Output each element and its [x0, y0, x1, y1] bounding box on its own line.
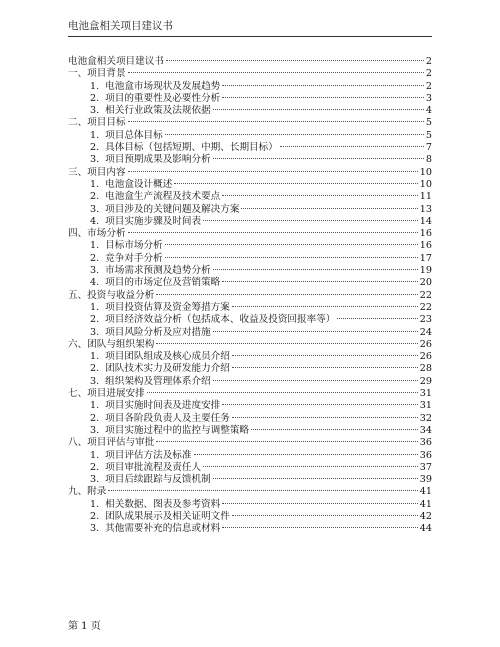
toc-entry-title: 项目评估方法及标准 [105, 449, 192, 461]
toc-entry-page: 22 [419, 301, 432, 313]
toc-subsection-entry[interactable] [68, 425, 432, 437]
toc-entry-page: 7 [425, 142, 432, 154]
toc-leader-dots [222, 503, 418, 504]
toc-entry-page: 2 [425, 56, 432, 67]
toc-entry-page: 16 [419, 240, 432, 252]
toc-entry-title: 项目总体目标 [105, 129, 163, 141]
toc-entry-number: 2. [90, 191, 100, 203]
toc-entry-title: 八、项目评估与审批 [68, 437, 155, 449]
toc-entry-number: 1. [90, 80, 100, 92]
toc-subsection-entry[interactable] [68, 277, 432, 289]
toc-leader-dots [222, 97, 424, 98]
toc-entry-number: 4. [90, 277, 100, 289]
toc-entry-title: 团队成果展示及相关证明文件 [105, 510, 230, 522]
toc-entry-page: 2 [425, 80, 432, 92]
toc-section-entry[interactable] [68, 437, 432, 449]
toc-entry-page: 11 [419, 191, 432, 203]
toc-entry-page: 19 [419, 265, 432, 277]
toc-entry-number: 1. [90, 240, 100, 252]
toc-entry-title: 相关行业政策及法规依据 [105, 105, 211, 117]
toc-leader-dots [213, 109, 424, 110]
page-header: 电池盒相关项目建议书 [68, 20, 173, 32]
toc-section-entry[interactable] [68, 486, 432, 498]
toc-entry-page: 44 [419, 523, 432, 535]
toc-entry-title: 项目后续跟踪与反馈机制 [105, 474, 211, 486]
toc-entry-number: 3. [90, 265, 100, 277]
toc-entry-number: 1. [90, 129, 100, 141]
toc-subsection-entry[interactable] [68, 413, 432, 425]
toc-entry-number: 1. [90, 301, 100, 313]
toc-entry-page: 41 [419, 498, 432, 510]
toc-entry-title: 电池盒市场现状及发展趋势 [105, 80, 221, 92]
toc-subsection-entry[interactable] [68, 93, 432, 105]
toc-leader-dots [337, 318, 417, 319]
toc-entry-title: 二、项目目标 [68, 117, 126, 129]
toc-leader-dots [108, 490, 417, 491]
toc-subsection-entry[interactable] [68, 216, 432, 228]
toc-entry-title: 项目投资估算及资金筹措方案 [105, 301, 230, 313]
toc-entry-number: 2. [90, 252, 100, 264]
toc-entry-number: 2. [90, 510, 100, 522]
toc-leader-dots [213, 380, 418, 381]
toc-subsection-entry[interactable] [68, 130, 432, 142]
toc-entry-page: 13 [419, 203, 432, 215]
toc-leader-dots [147, 392, 418, 393]
toc-entry-title: 竞争对手分析 [105, 252, 163, 264]
toc-entry-page: 32 [419, 412, 432, 424]
toc-leader-dots [222, 195, 418, 196]
toc-entry-page: 31 [419, 388, 432, 400]
toc-leader-dots [203, 466, 418, 467]
toc-entry-number: 2. [90, 142, 100, 154]
toc-leader-dots [222, 527, 418, 528]
toc-leader-dots [128, 121, 424, 122]
toc-subsection-entry[interactable] [68, 302, 432, 314]
toc-entry-page: 41 [419, 486, 432, 498]
toc-entry-title: 具体目标（包括短期、中期、长期目标） [105, 142, 278, 154]
toc-entry-number: 2. [90, 363, 100, 375]
toc-entry-number: 2. [90, 314, 100, 326]
toc-entry-title: 组织架构及管理体系介绍 [105, 375, 211, 387]
toc-entry-page: 36 [419, 437, 432, 449]
toc-subsection-entry[interactable] [68, 376, 432, 388]
toc-entry-title: 项目实施时间表及进度安排 [105, 400, 221, 412]
toc-entry-number: 1. [90, 178, 100, 190]
toc-subsection-entry[interactable] [68, 400, 432, 412]
toc-subsection-entry[interactable] [68, 154, 432, 166]
toc-entry-page: 42 [419, 510, 432, 522]
toc-section-entry[interactable] [68, 56, 432, 68]
toc-entry-number: 3. [90, 424, 100, 436]
toc-entry-title: 项目的市场定位及营销策略 [105, 277, 221, 289]
toc-leader-dots [232, 417, 418, 418]
toc-entry-title: 团队技术实力及研发能力介绍 [105, 363, 230, 375]
toc-section-entry[interactable] [68, 388, 432, 400]
toc-leader-dots [232, 355, 418, 356]
toc-entry-title: 相关数据、图表及参考资料 [105, 498, 221, 510]
toc-entry-title: 电池盒相关项目建议书 [68, 56, 164, 67]
table-of-contents [68, 56, 432, 536]
toc-leader-dots [128, 171, 418, 172]
toc-entry-title: 项目实施步骤及时间表 [105, 215, 202, 227]
toc-leader-dots [174, 183, 417, 184]
toc-leader-dots [222, 281, 418, 282]
toc-section-entry[interactable] [68, 290, 432, 302]
toc-entry-title: 项目各阶段负责人及主要任务 [105, 412, 230, 424]
toc-entry-title: 电池盒设计概述 [105, 178, 173, 190]
toc-entry-number: 1. [90, 351, 100, 363]
toc-entry-title: 四、市场分析 [68, 228, 126, 240]
toc-entry-title: 项目经济效益分析（包括成本、收益及投资回报率等） [105, 314, 336, 326]
toc-leader-dots [241, 208, 417, 209]
toc-leader-dots [232, 367, 418, 368]
toc-section-entry[interactable] [68, 167, 432, 179]
toc-leader-dots [128, 232, 418, 233]
toc-leader-dots [156, 343, 417, 344]
toc-entry-page: 5 [425, 129, 432, 141]
toc-entry-page: 14 [419, 215, 432, 227]
toc-subsection-entry[interactable] [68, 204, 432, 216]
toc-section-entry[interactable] [68, 228, 432, 240]
toc-entry-title: 项目风险分析及应对措施 [105, 326, 211, 338]
toc-entry-page: 31 [419, 400, 432, 412]
toc-entry-page: 3 [425, 92, 432, 104]
toc-entry-page: 20 [419, 277, 432, 289]
toc-leader-dots [251, 429, 418, 430]
toc-entry-number: 3. [90, 105, 100, 117]
toc-entry-page: 23 [419, 314, 432, 326]
toc-leader-dots [232, 306, 418, 307]
toc-entry-page: 39 [419, 474, 432, 486]
toc-subsection-entry[interactable] [68, 314, 432, 326]
toc-leader-dots [166, 60, 424, 61]
toc-section-entry[interactable] [68, 117, 432, 129]
toc-leader-dots [213, 158, 424, 159]
toc-entry-title: 项目涉及的关键问题及解决方案 [105, 203, 240, 215]
toc-entry-page: 17 [419, 252, 432, 264]
toc-entry-page: 22 [419, 289, 432, 301]
toc-entry-title: 电池盒生产流程及技术要点 [105, 191, 221, 203]
toc-entry-number: 3. [90, 375, 100, 387]
toc-entry-title: 项目团队组成及核心成员介绍 [105, 351, 230, 363]
toc-leader-dots [165, 257, 418, 258]
page-number: 第 1 页 [68, 621, 101, 632]
toc-entry-page: 2 [425, 68, 432, 80]
toc-subsection-entry[interactable] [68, 81, 432, 93]
toc-entry-number: 4. [90, 215, 100, 227]
toc-leader-dots [165, 134, 424, 135]
toc-entry-title: 项目审批流程及责任人 [105, 461, 202, 473]
toc-subsection-entry[interactable] [68, 450, 432, 462]
toc-entry-number: 3. [90, 154, 100, 166]
toc-entry-page: 26 [419, 351, 432, 363]
toc-leader-dots [232, 515, 418, 516]
toc-leader-dots [280, 146, 424, 147]
toc-entry-title: 项目的重要性及必要性分析 [105, 92, 221, 104]
toc-entry-title: 一、项目背景 [68, 68, 126, 80]
toc-entry-page: 36 [419, 449, 432, 461]
toc-entry-number: 2. [90, 412, 100, 424]
toc-entry-number: 1. [90, 498, 100, 510]
header-divider [68, 36, 432, 37]
toc-entry-title: 项目预期成果及影响分析 [105, 154, 211, 166]
toc-entry-title: 目标市场分析 [105, 240, 163, 252]
toc-entry-number: 3. [90, 326, 100, 338]
toc-entry-number: 2. [90, 92, 100, 104]
toc-entry-page: 10 [419, 178, 432, 190]
toc-subsection-entry[interactable] [68, 265, 432, 277]
toc-entry-page: 28 [419, 363, 432, 375]
toc-subsection-entry[interactable] [68, 142, 432, 154]
toc-entry-number: 3. [90, 203, 100, 215]
toc-leader-dots [165, 244, 418, 245]
toc-entry-page: 34 [419, 424, 432, 436]
toc-subsection-entry[interactable] [68, 462, 432, 474]
toc-entry-page: 8 [425, 154, 432, 166]
toc-subsection-entry[interactable] [68, 363, 432, 375]
toc-subsection-entry[interactable] [68, 499, 432, 511]
toc-entry-page: 29 [419, 375, 432, 387]
toc-subsection-entry[interactable] [68, 327, 432, 339]
toc-entry-page: 37 [419, 461, 432, 473]
toc-entry-page: 10 [419, 166, 432, 178]
toc-entry-page: 5 [425, 117, 432, 129]
toc-entry-number: 1. [90, 400, 100, 412]
toc-entry-title: 七、项目进展安排 [68, 388, 145, 400]
toc-leader-dots [156, 294, 417, 295]
toc-entry-title: 九、附录 [68, 486, 107, 498]
toc-leader-dots [213, 269, 418, 270]
toc-leader-dots [128, 72, 424, 73]
toc-entry-page: 4 [425, 105, 432, 117]
toc-subsection-entry[interactable] [68, 523, 432, 535]
toc-leader-dots [213, 331, 418, 332]
toc-subsection-entry[interactable] [68, 351, 432, 363]
toc-section-entry[interactable] [68, 68, 432, 80]
toc-subsection-entry[interactable] [68, 474, 432, 486]
toc-subsection-entry[interactable] [68, 105, 432, 117]
toc-leader-dots [222, 85, 424, 86]
toc-leader-dots [156, 441, 417, 442]
toc-leader-dots [213, 478, 418, 479]
toc-section-entry[interactable] [68, 339, 432, 351]
toc-subsection-entry[interactable] [68, 240, 432, 252]
toc-entry-title: 项目实施过程中的监控与调整策略 [105, 424, 250, 436]
toc-entry-number: 1. [90, 449, 100, 461]
toc-entry-title: 三、项目内容 [68, 166, 126, 178]
toc-entry-page: 16 [419, 228, 432, 240]
toc-entry-title: 六、团队与组织架构 [68, 338, 155, 350]
toc-subsection-entry[interactable] [68, 179, 432, 191]
toc-subsection-entry[interactable] [68, 253, 432, 265]
toc-entry-title: 市场需求预测及趋势分析 [105, 265, 211, 277]
toc-entry-page: 24 [419, 326, 432, 338]
toc-subsection-entry[interactable] [68, 191, 432, 203]
toc-entry-title: 五、投资与收益分析 [68, 289, 155, 301]
toc-leader-dots [194, 454, 418, 455]
toc-entry-number: 2. [90, 461, 100, 473]
toc-subsection-entry[interactable] [68, 511, 432, 523]
toc-entry-page: 26 [419, 338, 432, 350]
toc-entry-number: 3. [90, 523, 100, 535]
toc-entry-title: 其他需要补充的信息或材料 [105, 523, 221, 535]
toc-entry-number: 3. [90, 474, 100, 486]
toc-leader-dots [222, 404, 418, 405]
toc-leader-dots [203, 220, 418, 221]
